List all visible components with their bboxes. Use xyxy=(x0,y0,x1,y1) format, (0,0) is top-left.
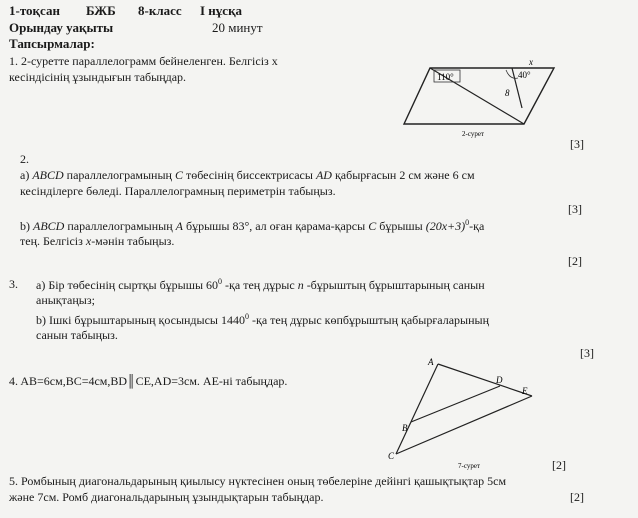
q2b-x: x xyxy=(85,234,92,248)
q2-number: 2. xyxy=(20,152,29,166)
point-B-label: B xyxy=(402,423,408,433)
line-AC xyxy=(396,364,438,454)
parallelogram-shape xyxy=(404,68,554,124)
q2b-line2-post: -мәнін табыңыз. xyxy=(91,234,175,248)
q3b-pre: b) Ішкі бұрыштарының қосындысы 1440 xyxy=(36,313,245,327)
q2b-prefix: b) xyxy=(20,219,33,233)
q3a-degree: 0 xyxy=(218,277,223,286)
point-A-label: A xyxy=(428,357,434,367)
q2b-mid1: параллелограмының xyxy=(64,219,176,233)
side-8-label: 8 xyxy=(505,88,510,98)
q3a-line2: анықтаңыз; xyxy=(36,293,95,307)
q5-line1: 5. Ромбының диагональдарының қиылысу нүктесінен оның төбелеріне дейінгі қашықтықтар 5см xyxy=(9,474,507,488)
line-AE xyxy=(438,364,532,396)
q4-figure-caption: 7-сурет xyxy=(458,462,481,470)
q2b-abcd: ABCD xyxy=(33,219,65,233)
grade-label: 8-класс xyxy=(138,3,182,18)
q2b-line2 xyxy=(20,234,174,249)
q2b-line1 xyxy=(20,218,484,234)
q1-text-line1: 1. 2-суретте параллелограмм бейнеленген. Белгісіз x xyxy=(9,54,278,68)
q4-triangle-figure xyxy=(382,356,542,474)
q2b-mid2: бұрышы 83°, ал оған қарама-қарсы xyxy=(182,219,369,233)
exam-label: БЖБ xyxy=(86,3,116,18)
q2a-abcd: ABCD xyxy=(32,168,64,182)
tasks-label: Тапсырмалар: xyxy=(9,36,95,51)
q2b-suffix: -қа xyxy=(469,219,485,233)
q1-text-line2: кесіндісінің ұзындығын табыңдар. xyxy=(9,70,187,84)
q2b-expr: (20x+3) xyxy=(425,219,466,233)
q1-parallelogram-figure xyxy=(398,56,558,142)
q3a-line1 xyxy=(36,277,485,293)
q3b-degree: 0 xyxy=(245,312,249,321)
angle-40-label: 40° xyxy=(518,70,531,80)
q3a-pre: а) Бір төбесінің сыртқы бұрышы 60 xyxy=(36,278,219,292)
q2a-score: [3] xyxy=(568,202,582,216)
point-E-label: E xyxy=(522,386,528,396)
q1-figure-caption: 2-сурет xyxy=(462,130,485,138)
q2b-c: C xyxy=(368,219,377,233)
q2a-prefix: а) xyxy=(20,168,33,182)
point-C-label: C xyxy=(388,451,395,461)
q3a-post: -бұрыштың бұрыштарының санын xyxy=(303,278,485,292)
q2b-a: A xyxy=(175,219,183,233)
q4-text: 4. AB=6см,BC=4см,BD║CE,AD=3см. AE-ні табыңдар. xyxy=(9,374,288,388)
q3b-line1 xyxy=(36,312,489,328)
q4-score: [2] xyxy=(552,458,566,472)
point-D-label: D xyxy=(496,375,503,385)
q3-number: 3. xyxy=(9,277,18,291)
q1-score: [3] xyxy=(570,137,584,151)
line-BD xyxy=(411,386,500,422)
time-value: 20 минут xyxy=(212,20,263,35)
q2b-line2-pre: тең. Белгісіз xyxy=(20,234,86,248)
q2a-mid3: қабырғасын 2 см және 6 см xyxy=(331,168,475,182)
variant-label: І нұсқа xyxy=(200,3,243,18)
q5-score: [2] xyxy=(570,490,584,504)
time-label: Орындау уақыты xyxy=(9,20,114,35)
q2a-line1 xyxy=(20,168,586,183)
q3a-n: n xyxy=(297,278,304,292)
angle-110-label: 110° xyxy=(437,72,454,82)
q2b-mid3: бұрышы xyxy=(376,219,426,233)
q3-score: [3] xyxy=(580,346,594,360)
q2a-ad: AD xyxy=(315,168,332,182)
q2a-c: C xyxy=(174,168,183,182)
quarter-label: 1-тоқсан xyxy=(9,3,60,18)
q3b-post: -қа тең дұрыс көпбұрыштың қабырғаларының xyxy=(249,313,489,327)
q2b-score: [2] xyxy=(568,254,582,268)
q5-line2: және 7см. Ромб диагональдарының ұзындықтарын табыңдар. xyxy=(9,490,324,504)
q2a-mid1: параллелограмының xyxy=(63,168,175,182)
q2a-mid2: төбесінің биссектрисасы xyxy=(182,168,316,182)
q2a-line2: кесінділерге бөледі. Параллелограмның периметрін табыңыз. xyxy=(20,184,336,198)
side-x-label: x xyxy=(529,57,533,67)
angle-40-arc xyxy=(506,70,518,78)
q3a-mid: -қа тең дұрыс xyxy=(222,278,298,292)
q2b-degree: 0 xyxy=(465,218,470,227)
q3b-line2: санын табыңыз. xyxy=(36,328,118,342)
line-CE xyxy=(396,396,532,454)
